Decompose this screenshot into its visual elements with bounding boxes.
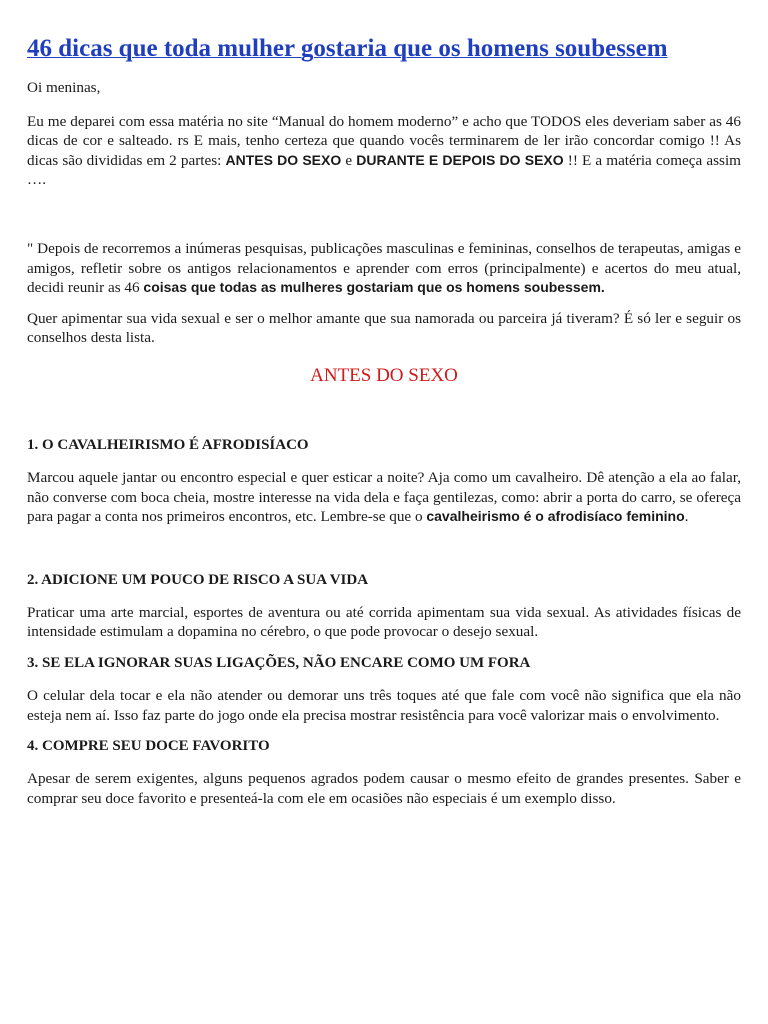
item-body-2: Praticar uma arte marcial, esportes de aventura ou até corrida apimentam sua vida sexual. As atividades físicas de intensidade estimulam a dopamina no cérebro, o que pode provocar o desejo sexual.: [27, 603, 741, 641]
intro-paragraph: [27, 112, 741, 190]
quote-bold: coisas que todas as mulheres gostariam que os homens soubessem.: [143, 279, 605, 296]
item-body-4: Apesar de serem exigentes, alguns pequenos agrados podem causar o mesmo efeito de grandes presentes. Saber e comprar seu doce favorito e presenteá-la com ele em ocasiões não especiais é um exemplo disso.: [27, 770, 741, 807]
quote-paragraph: [27, 239, 741, 298]
item-title-3: 3. SE ELA IGNORAR SUAS LIGAÇÕES, NÃO ENCARE COMO UM FORA: [27, 654, 531, 671]
intro-text-3: !! E a matéria começa assim ….: [27, 151, 741, 189]
article-title-link[interactable]: 46 dicas que toda mulher gostaria que os homens soubessem: [27, 35, 668, 62]
item-title-4: 4. COMPRE SEU DOCE FAVORITO: [27, 738, 270, 755]
item-body-1: [27, 468, 741, 527]
item-title-1: 1. O CAVALHEIRISMO É AFRODISÍACO: [27, 436, 309, 453]
teaser-paragraph: Quer apimentar sua vida sexual e ser o melhor amante que sua namorada ou parceira já tiveram? É só ler e seguir os conselhos desta lista.: [27, 309, 741, 347]
quote-text: " Depois de recorremos a inúmeras pesquisas, publicações masculinas e femininas, conselhos de terapeutas, amigas e amigos, refletir sobre os antigos relacionamentos e aprender com erros (principalmente) e acertos do meu atual, decidi reunir as 46: [27, 239, 741, 297]
greeting-paragraph: Oi meninas,: [27, 79, 101, 96]
intro-bold-before: ANTES DO SEXO: [225, 151, 342, 168]
intro-text-1: Eu me deparei com essa matéria no site “Manual do homem moderno” e acho que TODOS eles deveriam saber as 46 dicas de cor e salteado. rs E mais, tenho certeza que quando vocês terminarem de ler irão concordar comigo !! As dicas são divididas em 2 partes:: [27, 112, 741, 169]
intro-text-2: e: [341, 151, 357, 169]
item-body-1-bold: cavalheirismo é o afrodisíaco feminino: [426, 508, 685, 525]
item-body-1-end: .: [684, 508, 689, 526]
item-title-2: 2. ADICIONE UM POUCO DE RISCO A SUA VIDA: [27, 571, 369, 588]
item-body-1-text: Marcou aquele jantar ou encontro especial e quer esticar a noite? Aja como um cavalheiro. Dê atenção a ela ao falar, não converse com boca cheia, mostre interesse na vida dela e faça gentilezas, como: abrir a porta do carro, se ofereça para pagar a conta nos primeiros encontros, etc. Lembre-se que o: [27, 468, 741, 526]
section-heading: ANTES DO SEXO: [310, 364, 458, 386]
article-title: [27, 34, 741, 64]
intro-bold-during: DURANTE E DEPOIS DO SEXO: [356, 151, 564, 168]
spacer: [27, 201, 741, 239]
item-body-3: O celular dela tocar e ela não atender ou demorar uns três toques até que fale com você não significa que ela não esteja nem aí. Isso faz parte do jogo onde ela precisa mostrar resistência para você valorizar mais o envolvimento.: [27, 686, 741, 724]
